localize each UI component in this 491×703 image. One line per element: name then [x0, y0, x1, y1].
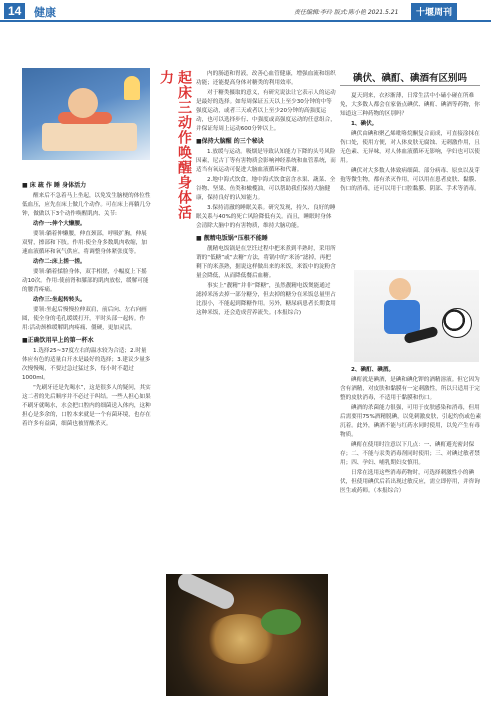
section-heading: ■保持大脑醒 的三个秘诀	[196, 138, 264, 145]
sleeping-child-image	[22, 68, 150, 160]
sub-heading: 2、碘酊、碘酒。	[351, 367, 395, 373]
article2-title: 碘伏、碘酊、碘酒有区别吗	[352, 73, 467, 84]
page-header	[0, 0, 491, 22]
article2-column-bottom	[340, 366, 482, 698]
paragraph: 事实上“靓精”并非“降糖”，虽然靓精电饭煲能通过滤掉米汤去掉一部分糖分，但去掉的糖分在米饭总量里占比很小，不能起到降糖作用。另外，糖尿病患者长期食用这种米饭，还会造成营养流失。(本报综合)	[196, 283, 336, 316]
paragraph: 要领:躺着伸懒腰，伸直颈部，呼吸扩胸，伸展双臂，擦部和下肢。作用:使全身多数肌肉收缩，加速血液循环和氧气供应，将调整身体紧张度等。	[22, 231, 147, 255]
title-rule	[340, 85, 480, 86]
paragraph: 夏天到来，衣衫渐薄，日常生活中小磕小碰在所难免，大多数人都会在家备点碘伏、碘酊、碘酒等药物，你知道这三种药物的区别吗？	[340, 93, 480, 117]
child-soccer-image	[354, 270, 479, 362]
article1-left-column	[22, 178, 152, 698]
paragraph: 醒来后不急着马上坐起，以免发生脑梗的体位性低血压，应先在床上做几个动作。可在床上再躺几分钟，做做以下3个动作唤醒肌肉、关节:	[22, 193, 151, 217]
paragraph: “先刷牙还是先喝水”，这是很多人的疑问，其实这二者的先后顺序并不必过于纠结。一些人担心如果不刷牙就喝水，水会把口腔内的细菌送入体内，这种担心是多余的，口腔本来就是一个有菌环境，也存在着许多有益菌，细菌也被胃酸杀灭。	[22, 385, 151, 427]
paper-name: 十堰周刊	[411, 3, 457, 20]
section-heading: ■正确饮用早上的第一杯水	[22, 337, 94, 344]
editor-meta: 责任编辑:李玲 版式:陈小艳 2021.5.21	[294, 9, 399, 16]
page-number: 14	[4, 3, 25, 19]
paragraph: 要领:躺着揉脸身体，双手相搓，小幅度上下摇动10次。作用:使前肾和膝部的肌肉放松，缓解可能的腰背疼痛。	[22, 269, 149, 293]
sub-heading: 动作二:床上搓一搓。	[33, 259, 86, 265]
article2-column-top	[340, 92, 482, 266]
paragraph: 对于糖类摄取的意义，有研究说法让它表示人的运动是最好的选择。如每周保证五天以上至少30分钟的中等强度运动，或者三天或者以上至少20分钟的高强度运动，也可以选择步行、中强度或高强度运动的任意组合，并保证每周上运动600分钟以上。	[196, 90, 336, 132]
paragraph: 靓精电饭锅是在烹饪过程中把米煮到半熟时，采用所谓的“低糖”或“去糖”方法，将锅中的“米汤”滤掉，再把剩下的米蒸熟，据说这样做出来的米饭，米饭中的淀粉含量会降低，从而降低餐后血糖。	[196, 246, 336, 279]
paragraph: 碘酒的杀菌能力很强，可用于皮肤感染和消毒，但用后需要用75%酒精脱碘，以免刺激皮肤，引起灼伤或色素沉着。此外，碘酒不能与红药水同时使用，以免产生有毒物质。	[340, 405, 482, 438]
paragraph: 碘酊就是碘酒，是碘和碘化钾的酒精溶液。但它因为含有酒精，对皮肤和黏膜有一定刺激性，所以只适用于完整的皮肤消毒，不适用于黏膜和伤口。	[340, 377, 480, 401]
paragraph: 内的肠道和胃液，改善心血管健康，增强血流和组织功能；还能提高身体对糖类的利用效率。	[196, 71, 336, 86]
article1-middle-column	[196, 70, 336, 570]
section-heading: ■ 靓精电饭锅“压根不能睡	[196, 235, 268, 242]
paragraph: 碘伏由碘和聚乙烯吡咯烷酮复合而成，可直接涂抹在伤口处，使用方便，对人体皮肤无腐蚀、无刺激作用，且无色素、无异味，对人体血液循环无影响，孕妇也可以使用。	[340, 131, 480, 164]
paragraph: 碘伏对大多数人体致病细菌、部分病毒、原虫以及芽孢等微生物，都有杀灭作用，可以用在患者皮肤、黏膜、伤口的消毒，还可以用于口腔黏膜、阴部、手术等消毒。	[340, 168, 480, 192]
paragraph: 1.放缓与运动。吸烟是导致认知能力下降的头号风险因素，尼古丁等有害物质会影响神经系统和血管系统，而适当有氧运动可促进大脑血液循环和代谢。	[196, 149, 336, 173]
paragraph: 碘酊在使用时注意以下几点：一、碘酊避光密封保存；二、不能与汞类消毒剂同时使用；三、对碘过敏者禁用；四、孕妇、哺乳期妇女慎用。	[340, 442, 480, 466]
rice-cooker-image	[166, 574, 328, 696]
sub-heading: 动作三:坐起转转头。	[33, 297, 86, 303]
paragraph: 要领:坐起后慢慢拉伸双肩，前后向、左右向画圆，使全身的毛孔缓缓打开，平时头部一起转。作用:活动颈椎缓解肌肉疼痛、僵硬，更加灵活。	[22, 307, 147, 331]
paragraph: 日常在选用这些消毒药物时，可选择刺激性小的碘伏，但使用碘伏后若出现过敏反应，需立即停用，并咨询医生或药师。（本报综合）	[340, 470, 480, 494]
article1-title: 起床三动作唤醒身体活力	[158, 70, 192, 220]
paragraph: 1.选择25~37度左右的温水较为合适；2.时量体应有色的适量白开水是最好的选择；3.建议少量多次慢慢喝，不要过急过猛过多，每小时不超过1000ml。	[22, 348, 151, 381]
sub-heading: 动作一:伸个大懒腰。	[33, 221, 86, 227]
section-name: 健康	[34, 6, 56, 19]
paragraph: 2.地中海式饮食。地中海式饮食富含水果、蔬菜、全谷物、坚果、鱼类和橄榄油，可以帮助我们保持大脑健康，保持良好的认知能力。	[196, 177, 336, 201]
section-heading: ■ 床 疏 作 睡 身体活力	[22, 182, 87, 189]
paragraph: 3.保持清澈的睡眠关系。研究发现，持久、良好的睡眠关系与40%的死亡风险降低有关。而且，睡眠时身体会清除大脑中的有害物质，维持大脑功能。	[196, 205, 336, 229]
sub-heading: 1、碘伏。	[351, 121, 378, 127]
